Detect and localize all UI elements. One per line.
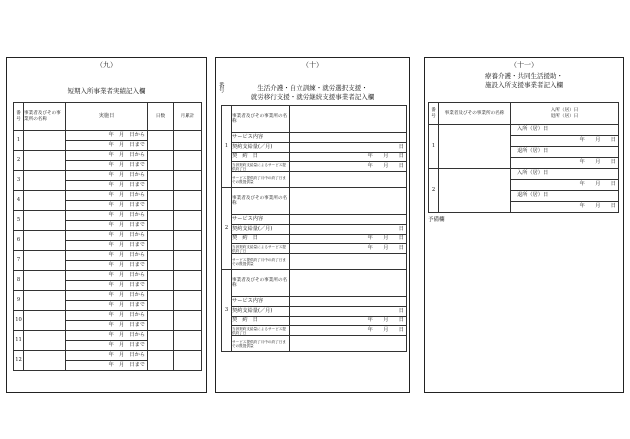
provider-label: 事業者及びその事業所の名称 <box>232 188 290 215</box>
row-number: 2 <box>14 151 24 171</box>
amount-label: 契約支給量(／月) <box>232 307 290 317</box>
table-row <box>429 125 619 136</box>
row-number: 10 <box>14 311 24 331</box>
service-value <box>290 297 407 307</box>
provider-cell <box>439 125 511 169</box>
amount-unit: 日 <box>290 143 407 153</box>
monthly-cell <box>174 251 202 271</box>
table-row <box>14 291 202 301</box>
amount-label: 契約支給量(／月) <box>232 143 290 153</box>
end-date: 年 月 日 <box>290 244 407 254</box>
panel-title-line1: 生活介護・自立訓練・就労選択支援・ <box>257 84 368 92</box>
monthly-cell <box>174 331 202 351</box>
table-row <box>14 251 202 261</box>
date-from: 年 月 日から <box>66 311 148 321</box>
provided-amount <box>290 336 407 352</box>
provider-cell <box>24 331 66 351</box>
table-row <box>429 169 619 180</box>
monthly-cell <box>174 351 202 371</box>
date-from: 年 月 日から <box>66 171 148 181</box>
in: 入所（居）日 <box>511 169 619 180</box>
table-row <box>222 336 407 352</box>
amount-unit: 日 <box>290 307 407 317</box>
service-label: サービス内容 <box>232 133 290 143</box>
monthly-cell <box>174 311 202 331</box>
row-number: 12 <box>14 351 24 371</box>
date-to: 年 月 日まで <box>66 141 148 151</box>
residential-panel <box>424 57 624 393</box>
short-stay-table <box>13 102 202 371</box>
table-row <box>222 106 407 133</box>
monthly-cell <box>174 291 202 311</box>
date-to: 年 月 日まで <box>66 301 148 311</box>
monthly-cell <box>174 191 202 211</box>
in: 入所（居）日 <box>511 125 619 136</box>
row-number: 11 <box>14 331 24 351</box>
provider-cell <box>24 311 66 331</box>
days-cell <box>148 251 174 271</box>
table-row <box>222 307 407 317</box>
service-value <box>290 133 407 143</box>
contract-date: 年 月 日 <box>290 153 407 162</box>
provider-cell <box>24 351 66 371</box>
date-from: 年 月 日から <box>66 211 148 221</box>
amount-label: 契約支給量(／月) <box>232 225 290 235</box>
provider-value <box>290 106 407 133</box>
table-row <box>222 143 407 153</box>
row-number: 2 <box>429 169 439 213</box>
contract-label: 契 約 日 <box>232 235 290 244</box>
header-out: 退所（居）日 <box>550 113 579 119</box>
date-to: 年 月 日まで <box>66 281 148 291</box>
row-number: 3 <box>222 270 232 352</box>
date-from: 年 月 日から <box>66 351 148 361</box>
date-from: 年 月 日から <box>66 331 148 341</box>
monthly-cell <box>174 271 202 291</box>
provider-label: 事業者及びその事業所の名称 <box>232 106 290 133</box>
panel-number: （十） <box>302 61 323 69</box>
provided-amount-label: サービス提供終了月中の終了日までの既提供量 <box>232 172 290 188</box>
table-row <box>14 131 202 141</box>
row-number: 7 <box>14 251 24 271</box>
date-to: 年 月 日まで <box>66 181 148 191</box>
panel-title-line1: 療養介護・共同生活援助・ <box>485 72 563 80</box>
table-row <box>14 211 202 221</box>
table-row <box>14 271 202 281</box>
table-row <box>222 326 407 336</box>
contract-label: 契 約 日 <box>232 317 290 326</box>
provider-value <box>290 188 407 215</box>
row-number: 6 <box>14 231 24 251</box>
row-number: 5 <box>14 211 24 231</box>
provider-cell <box>24 171 66 191</box>
table-row <box>14 331 202 341</box>
date-from: 年 月 日から <box>66 131 148 141</box>
provided-amount-label: サービス提供終了月中の終了日までの既提供量 <box>232 254 290 270</box>
amount-unit: 日 <box>290 225 407 235</box>
end-date-label: 当該契約支給量によるサービス提供終了日 <box>232 326 290 336</box>
row-number: 2 <box>222 188 232 270</box>
date-from: 年 月 日から <box>66 271 148 281</box>
row-number: 1 <box>14 131 24 151</box>
header-date: 実施日 <box>66 103 148 131</box>
table-row <box>14 171 202 181</box>
row-number: 9 <box>14 291 24 311</box>
row-number: 3 <box>14 171 24 191</box>
header-number: 番号 <box>429 103 439 125</box>
table-row <box>222 317 407 326</box>
table-row <box>222 133 407 143</box>
header-number: 番号 <box>14 103 24 131</box>
date-to: 年 月 日まで <box>66 341 148 351</box>
monthly-cell <box>174 171 202 191</box>
provider-label: 事業者及びその事業所の名称 <box>232 270 290 297</box>
row-number: 4 <box>14 191 24 211</box>
residential-table <box>428 102 619 213</box>
out-date: 年 月 日 <box>511 202 619 213</box>
in-date: 年 月 日 <box>511 136 619 147</box>
table-row <box>14 311 202 321</box>
header-number: 番号 <box>219 83 225 95</box>
panel-number: （十一） <box>510 61 538 69</box>
date-from: 年 月 日から <box>66 191 148 201</box>
row-number: 1 <box>429 125 439 169</box>
header-dates <box>511 103 619 125</box>
provided-amount <box>290 254 407 270</box>
table-row <box>222 153 407 162</box>
header-monthly-total: 月累計 <box>174 103 202 131</box>
provider-cell <box>24 231 66 251</box>
provider-cell <box>24 191 66 211</box>
end-date-label: 当該契約支給量によるサービス提供終了日 <box>232 244 290 254</box>
date-to: 年 月 日まで <box>66 161 148 171</box>
days-cell <box>148 171 174 191</box>
date-to: 年 月 日まで <box>66 241 148 251</box>
provider-cell <box>24 151 66 171</box>
panel-title: 短期入所事業者実績記入欄 <box>67 87 146 95</box>
days-cell <box>148 231 174 251</box>
provided-amount <box>290 172 407 188</box>
provider-cell <box>24 251 66 271</box>
monthly-cell <box>174 231 202 251</box>
end-date-label: 当該契約支給量によるサービス提供終了日 <box>232 162 290 172</box>
days-cell <box>148 191 174 211</box>
short-stay-panel <box>6 57 207 393</box>
provider-cell <box>24 211 66 231</box>
date-to: 年 月 日まで <box>66 321 148 331</box>
row-number: 8 <box>14 271 24 291</box>
table-row <box>14 351 202 361</box>
panel-title-line2: 就労移行支援・就労継続支援事業者記入欄 <box>250 93 375 101</box>
days-cell <box>148 131 174 151</box>
table-row <box>14 231 202 241</box>
table-row <box>222 188 407 215</box>
days-cell <box>148 271 174 291</box>
table-row <box>222 297 407 307</box>
service-label: サービス内容 <box>232 297 290 307</box>
contract-date: 年 月 日 <box>290 317 407 326</box>
reserve-label: 予備欄 <box>428 217 445 223</box>
date-to: 年 月 日まで <box>66 361 148 371</box>
provider-cell <box>24 291 66 311</box>
contract-label: 契 約 日 <box>232 153 290 162</box>
table-row <box>222 244 407 254</box>
monthly-cell <box>174 131 202 151</box>
panel-title-line2: 施設入所支援事業者記入欄 <box>485 81 563 89</box>
contract-date: 年 月 日 <box>290 235 407 244</box>
days-cell <box>148 151 174 171</box>
table-row <box>14 151 202 161</box>
provider-cell <box>24 271 66 291</box>
row-number: 1 <box>222 106 232 188</box>
table-row <box>14 191 202 201</box>
table-row <box>222 254 407 270</box>
days-cell <box>148 311 174 331</box>
table-row <box>222 235 407 244</box>
end-date: 年 月 日 <box>290 162 407 172</box>
date-to: 年 月 日まで <box>66 221 148 231</box>
service-value <box>290 215 407 225</box>
date-from: 年 月 日から <box>66 291 148 301</box>
date-from: 年 月 日から <box>66 151 148 161</box>
header-provider: 事業者及びその事業所の名称 <box>24 103 66 131</box>
date-to: 年 月 日まで <box>66 261 148 271</box>
monthly-cell <box>174 151 202 171</box>
table-row <box>222 270 407 297</box>
table-row <box>222 172 407 188</box>
table-row <box>222 215 407 225</box>
days-cell <box>148 291 174 311</box>
date-from: 年 月 日から <box>66 251 148 261</box>
table-row <box>222 162 407 172</box>
date-from: 年 月 日から <box>66 231 148 241</box>
out: 退所（居）日 <box>511 191 619 202</box>
days-cell <box>148 211 174 231</box>
out: 退所（居）日 <box>511 147 619 158</box>
provider-value <box>290 270 407 297</box>
days-cell <box>148 351 174 371</box>
provider-cell <box>24 131 66 151</box>
days-cell <box>148 331 174 351</box>
provider-cell <box>439 169 511 213</box>
panel-number: （九） <box>96 61 117 69</box>
service-label: サービス内容 <box>232 215 290 225</box>
daytime-service-table <box>221 105 407 352</box>
in-date: 年 月 日 <box>511 180 619 191</box>
table-row <box>222 225 407 235</box>
out-date: 年 月 日 <box>511 158 619 169</box>
monthly-cell <box>174 211 202 231</box>
header-days: 日数 <box>148 103 174 131</box>
header-in: 入所（居）日 <box>550 108 579 114</box>
end-date: 年 月 日 <box>290 326 407 336</box>
header-provider: 事業者及びその事業所の名称 <box>439 103 511 125</box>
date-to: 年 月 日まで <box>66 201 148 211</box>
provided-amount-label: サービス提供終了月中の終了日までの既提供量 <box>232 336 290 352</box>
daytime-service-panel <box>215 57 410 393</box>
